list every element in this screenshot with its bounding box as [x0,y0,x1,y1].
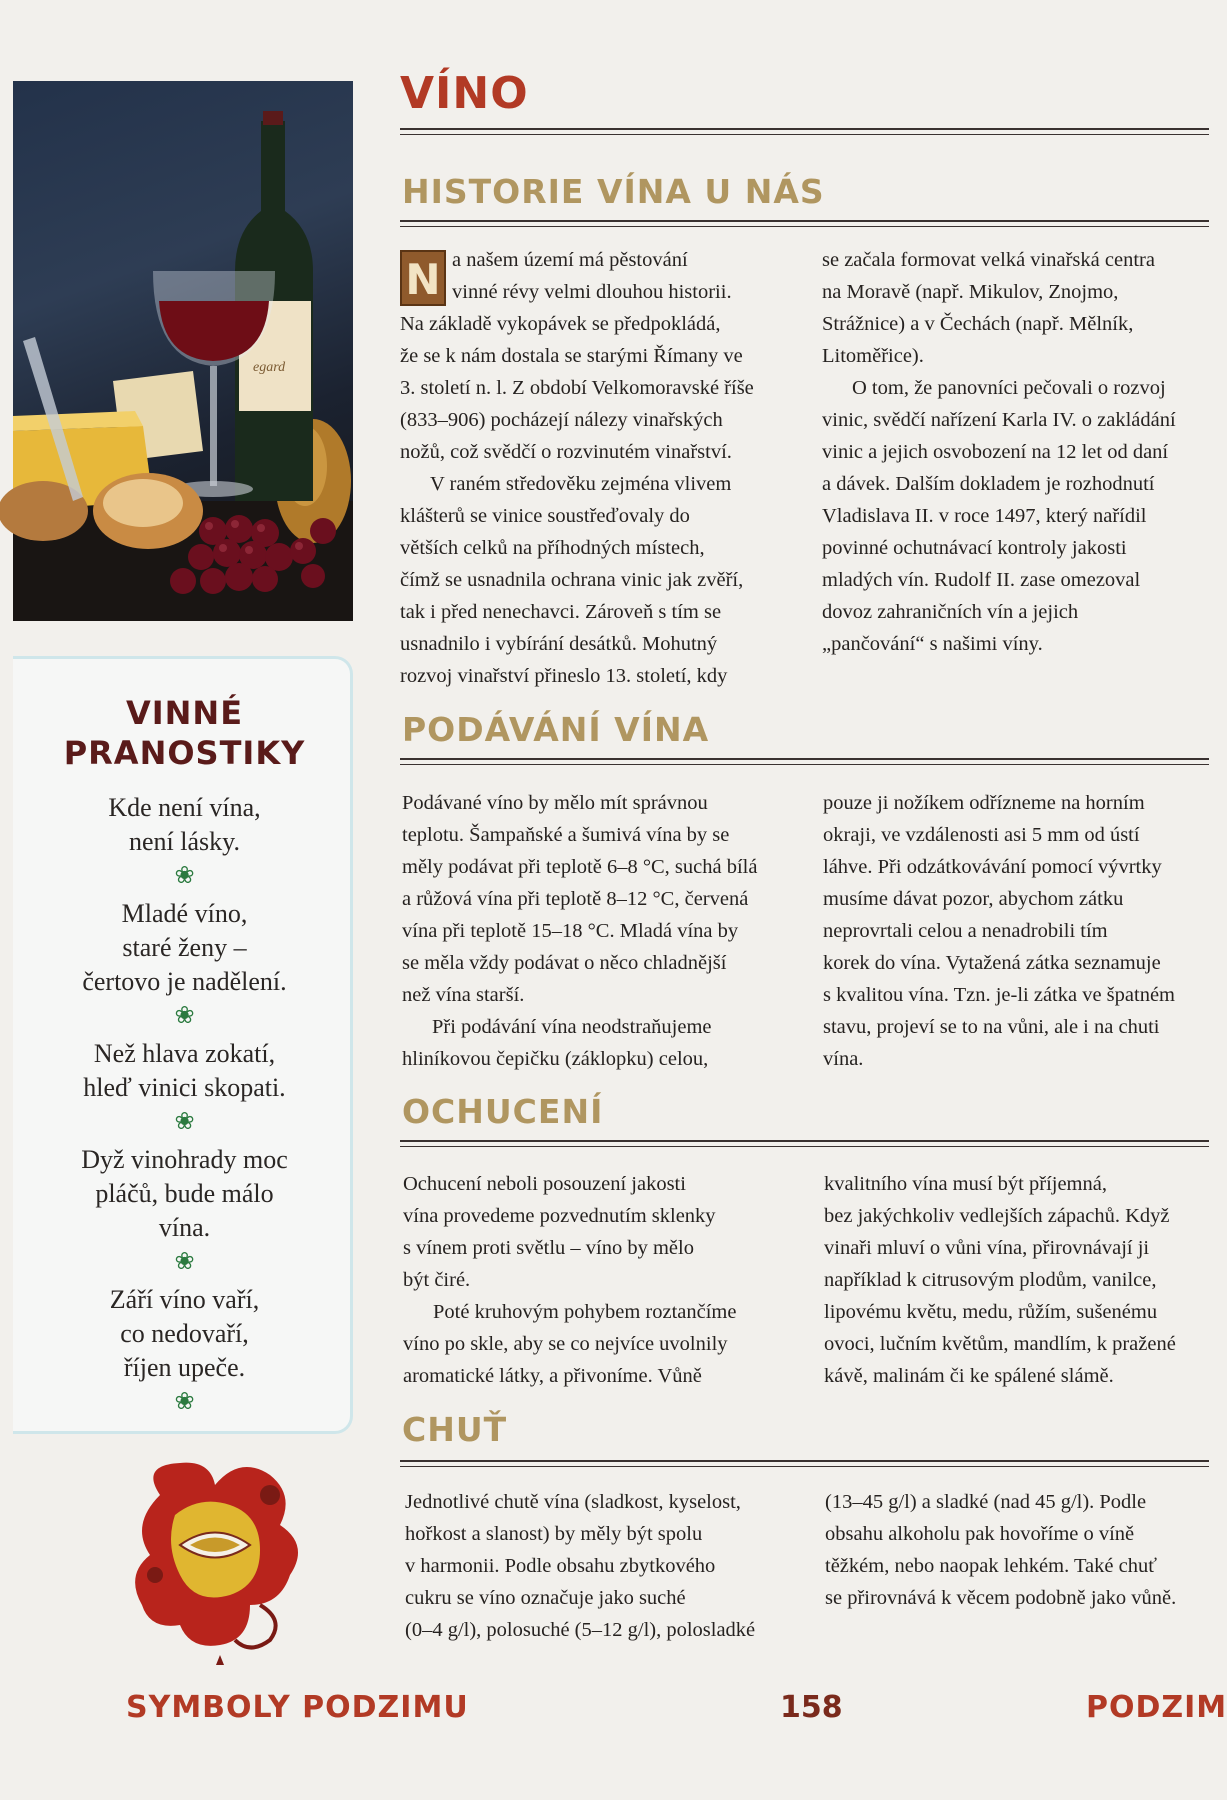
proverb-line: není lásky. [129,827,240,856]
historie-text-line: Vladislava II. v roce 1497, který nařídil [822,505,1147,527]
historie-text-line: vinic, svědčí nařízení Karla IV. o zakládání [822,409,1176,431]
page-number: 158 [780,1690,843,1725]
historie-text-line: povinné ochutnávací kontroly jakosti [822,537,1127,559]
proverb [19,791,350,893]
ochuceni-text-line: vína provedeme pozvednutím sklenky [403,1205,716,1227]
podavani-text-line: Při podávání vína neodstraňujeme [432,1016,712,1038]
podavani-text-line: láhve. Při odzátkovávání pomocí vývrtky [823,856,1162,878]
wine-still-life-illustration [13,81,353,621]
historie-text-line: na Moravě (např. Mikulov, Znojmo, [822,281,1119,303]
section-rule-podavani-thin [400,764,1209,765]
section-title-ochuceni: OCHUCENÍ [402,1092,604,1131]
ochuceni-column-1 [403,1168,803,1392]
podavani-column-1 [402,787,802,1075]
historie-text-line: vinné révy velmi dlouhou historii. [452,281,732,303]
chut-text-line: Jednotlivé chutě vína (sladkost, kyselost, [405,1491,741,1513]
ochuceni-text-line: kvalitního vína musí být příjemná, [824,1173,1107,1195]
historie-text-line: že se k nám dostala se starými Římany ve [400,345,743,367]
section-title-podavani: PODÁVÁNÍ VÍNA [402,710,710,749]
proverbs-title [19,693,350,773]
historie-text-line: V raném středověku zejména vlivem [430,473,732,495]
podavani-text-line: stavu, projeví se to na vůni, ale i na chuti [823,1016,1160,1038]
historie-column-1 [400,244,795,692]
podavani-column-2 [823,787,1213,1075]
historie-text-line: vinic a jejich osvobození na 12 let od daní [822,441,1169,463]
section-title-chut: CHUŤ [402,1410,508,1449]
chut-text-line: v harmonii. Podle obsahu zbytkového [405,1555,716,1577]
folk-ornament-illustration [120,1455,320,1665]
historie-col2-lines [822,244,1217,660]
proverb-list [19,791,350,1419]
historie-text-line: (833–906) pocházejí nálezy vinařských [400,409,723,431]
ochuceni-text-line: Poté kruhovým pohybem roztančíme [433,1301,737,1323]
title-rule [400,128,1209,130]
podavani-text-line: se měla vždy podávat o něco chladnější [402,952,727,974]
chut-text-line: cukru se víno označuje jako suché [405,1587,686,1609]
section-title-historie: HISTORIE VÍNA U NÁS [402,172,825,211]
wine-still-life-photo [13,81,353,621]
podavani-text-line: s kvalitou vína. Tzn. je-li zátka ve špatném [823,984,1176,1006]
chut-text-line: hořkost a slanost) by měly být spolu [405,1523,703,1545]
historie-text-line: dovoz zahraničních vín a jejich [822,601,1079,623]
proverb [19,1283,350,1419]
historie-text-line: rozvoj vinařství přineslo 13. století, kdy [400,665,728,687]
proverb-line: čertovo je nadělení. [82,967,287,996]
proverbs-title-line1: VINNÉ [125,694,244,732]
footer-book-title: SYMBOLY PODZIMU [126,1690,469,1725]
proverb-line: pláčů, bude málo [95,1179,274,1208]
flower-divider-icon: ❀ [174,1249,195,1275]
ochuceni-text-line: ovoci, lučním květům, mandlím, k pražené [824,1333,1176,1355]
flower-divider-icon: ❀ [174,1003,195,1029]
historie-text-line: mladých vín. Rudolf II. zase omezoval [822,569,1141,591]
historie-text-line: a dávek. Dalším dokladem je rozhodnutí [822,473,1155,495]
podavani-text-line: vína při teplotě 15–18 °C. Mladá vína by [402,920,739,942]
flower-divider-icon: ❀ [174,863,195,889]
historie-text-line: větších celků na příhodných místech, [400,537,705,559]
historie-text-line: se začala formovat velká vinařská centra [822,249,1155,271]
proverb-line: Mladé víno, [121,899,248,928]
dropcap-letter: N [400,250,446,306]
chut-text-line: těžkém, nebo naopak lehkém. Také chuť [825,1555,1157,1577]
podavani-text-line: okraji, ve vzdálenosti asi 5 mm od ústí [823,824,1140,846]
proverbs-content [19,693,350,1423]
ochuceni-text-line: Ochucení neboli posouzení jakosti [403,1173,686,1195]
chut-column-2 [825,1486,1215,1614]
ochuceni-text-line: být čiré. [403,1269,471,1291]
proverb-line: staré ženy – [122,933,247,962]
section-rule-historie [400,220,1209,222]
podavani-col2-lines [823,787,1213,1075]
chut-column-1 [405,1486,805,1646]
proverb-line: hleď vinici skopati. [83,1073,286,1102]
historie-text-line: tak i před nenechavci. Zároveň s tím se [400,601,722,623]
ochuceni-text-line: s vínem proti světlu – víno by mělo [403,1237,694,1259]
historie-text-line: a našem území má pěstování [452,249,688,271]
section-rule-chut-thin [400,1466,1209,1467]
proverb-line: vína. [158,1213,211,1242]
section-rule-ochuceni-thin [400,1146,1209,1147]
podavani-text-line: hliníkovou čepičku (záklopku) celou, [402,1048,709,1070]
ochuceni-col1-lines [403,1168,803,1392]
section-rule-historie-thin [400,226,1209,227]
section-rule-ochuceni [400,1140,1209,1142]
historie-text-line: O tom, že panovníci pečovali o rozvoj [852,377,1166,399]
proverb-line: co nedovaří, [120,1319,249,1348]
flower-divider-icon: ❀ [174,1389,195,1415]
historie-text-line: „pančování“ s našimi víny. [822,633,1043,655]
page-title: VÍNO [400,68,529,119]
historie-text-line: usnadnilo i vybírání desátků. Mohutný [400,633,718,655]
proverbs-title-line2: PRANOSTIKY [63,734,306,772]
ochuceni-column-2 [824,1168,1214,1392]
historie-text-line: nožů, což svědčí o rozvinutém vinařství. [400,441,732,463]
chut-text-line: (0–4 g/l), polosuché (5–12 g/l), polosladké [405,1619,756,1641]
title-rule-thin [400,134,1209,135]
podavani-text-line: a růžová vína při teplotě 8–12 °C, červená [402,888,749,910]
ochuceni-text-line: vinaři mluví o vůni vína, přirovnávají ji [824,1237,1150,1259]
historie-text-line: Litoměřice). [822,345,924,367]
podavani-text-line: než vína starší. [402,984,525,1006]
chut-col1-lines [405,1486,805,1646]
chut-col2-lines [825,1486,1215,1614]
proverb-line: říjen upeče. [123,1353,246,1382]
proverb [19,1143,350,1279]
historie-col1-lines [400,244,795,692]
chut-text-line: (13–45 g/l) a sladké (nad 45 g/l). Podle [825,1491,1147,1513]
historie-text-line: čímž se usnadnila ochrana vinic jak zvěří, [400,569,744,591]
ochuceni-text-line: aromatické látky, a přivoníme. Vůně [403,1365,702,1387]
historie-text-line: Strážnice) a v Čechách (např. Mělník, [822,313,1134,335]
podavani-text-line: neprovrtali celou a nenadrobili tím [823,920,1108,942]
podavani-text-line: korek do vína. Vytažená zátka seznamuje [823,952,1161,974]
ochuceni-col2-lines [824,1168,1214,1392]
proverb [19,1037,350,1139]
section-rule-chut [400,1460,1209,1462]
proverb-line: Kde není vína, [108,793,261,822]
historie-text-line: Na základě vykopávek se předpokládá, [400,313,721,335]
historie-text-line: 3. století n. l. Z období Velkomoravské říše [400,377,754,399]
podavani-text-line: teplotu. Šampaňské a šumivá vína by se [402,824,730,846]
podavani-text-line: měly podávat při teplotě 6–8 °C, suchá bílá [402,856,758,878]
svg-text:egard: egard [253,360,286,375]
podavani-col1-lines [402,787,802,1075]
chut-text-line: obsahu alkoholu pak hovoříme o víně [825,1523,1135,1545]
historie-column-2 [822,244,1217,660]
podavani-text-line: pouze ji nožíkem odřízneme na horním [823,792,1145,814]
proverb-line: Než hlava zokatí, [93,1039,276,1068]
proverb [19,897,350,1033]
proverb-line: Září víno vaří, [109,1285,260,1314]
ochuceni-text-line: víno po skle, aby se co nejvíce uvolnily [403,1333,728,1355]
footer-chapter: PODZIM [1086,1690,1227,1725]
ochuceni-text-line: například k citrusovým plodům, vanilce, [824,1269,1157,1291]
ochuceni-text-line: lipovému květu, medu, růžím, sušenému [824,1301,1158,1323]
podavani-text-line: vína. [823,1048,864,1070]
section-rule-podavani [400,758,1209,760]
flower-divider-icon: ❀ [174,1109,195,1135]
proverbs-box [13,656,353,1434]
historie-text-line: klášterů se vinice soustřeďovaly do [400,505,690,527]
podavani-text-line: musíme dávat pozor, abychom zátku [823,888,1124,910]
ochuceni-text-line: kávě, malinám či ke spálené slámě. [824,1365,1114,1387]
ochuceni-text-line: bez jakýchkoliv vedlejších zápachů. Když [824,1205,1170,1227]
chut-text-line: se přirovnává k věcem podobně jako vůně. [825,1587,1177,1609]
proverb-line: Dyž vinohrady moc [81,1145,288,1174]
podavani-text-line: Podávané víno by mělo mít správnou [402,792,708,814]
